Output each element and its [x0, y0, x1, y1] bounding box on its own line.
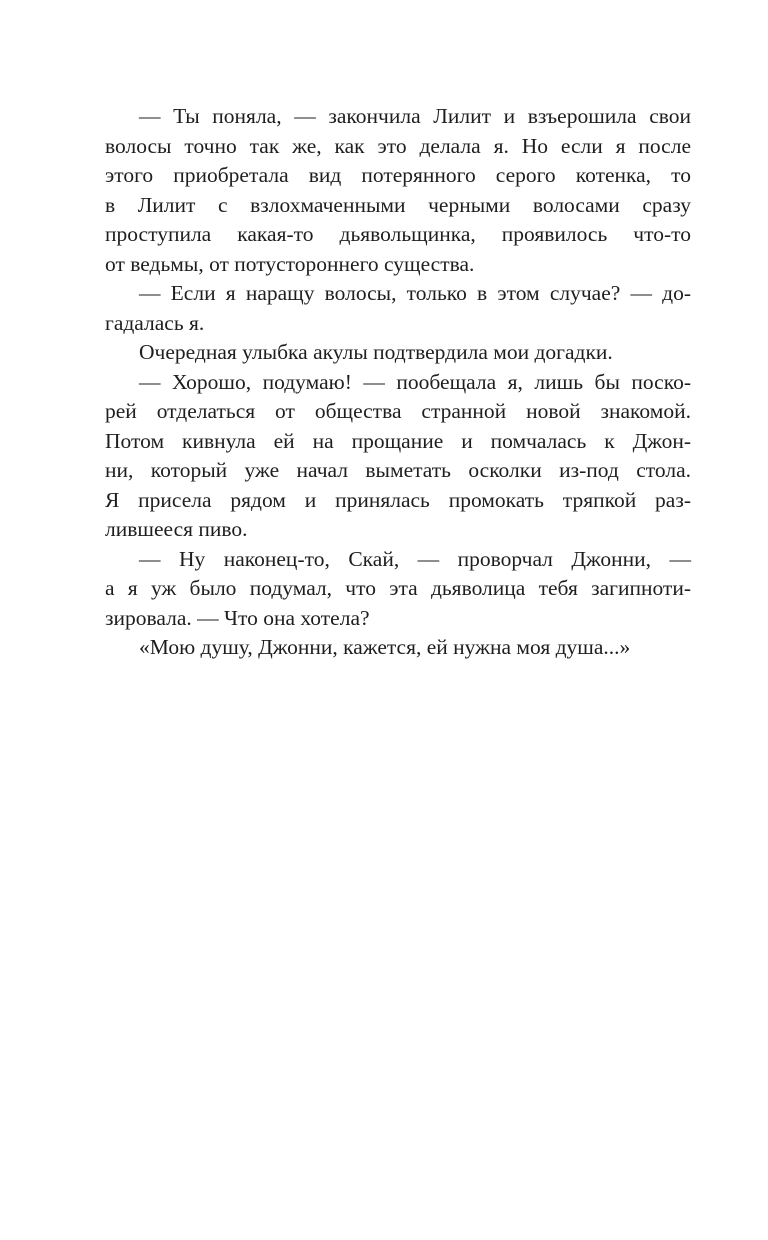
text-line: — Хорошо, подумаю! — пообещала я, лишь бы поско- [139, 369, 691, 394]
paragraph [105, 368, 691, 545]
text-line: этого приобретала вид потерянного серого котенка, то [105, 163, 691, 187]
text-line: гадалась я. [105, 310, 205, 335]
paragraph [105, 338, 691, 368]
text-line: а я уж было подумал, что эта дьяволица тебя загипноти- [105, 576, 691, 600]
text-line: зировала. — Что она хотела? [105, 605, 370, 630]
text-line: Потом кивнула ей на прощание и помчалась к Джон- [105, 428, 691, 453]
text-line: «Мою душу, Джонни, кажется, ей нужна моя душа...» [139, 635, 631, 659]
book-page-text [105, 102, 691, 663]
text-line: Очередная улыбка акулы подтвердила мои догадки. [139, 340, 613, 364]
text-line: ни, который уже начал выметать осколки из-под стола. [105, 458, 691, 482]
paragraph [105, 545, 691, 634]
text-line: от ведьмы, от потустороннего существа. [105, 251, 475, 276]
text-line: проступила какая-то дьявольщинка, проявилось что-то [105, 222, 691, 246]
paragraph [105, 102, 691, 279]
text-line: — Ну наконец-то, Скай, — проворчал Джонни, — [139, 546, 691, 571]
text-line: Я присела рядом и принялась промокать тряпкой раз- [105, 487, 691, 512]
text-line: — Ты поняла, — закончила Лилит и взъерошила свои [139, 104, 691, 128]
text-line: рей отделаться от общества странной новой знакомой. [105, 399, 691, 423]
paragraph [105, 633, 691, 663]
text-line: — Если я наращу волосы, только в этом случае? — до- [139, 281, 691, 305]
text-line: волосы точно так же, как это делала я. Но если я после [105, 133, 691, 158]
text-line: в Лилит с взлохмаченными черными волосами сразу [105, 192, 691, 217]
text-line: лившееся пиво. [105, 517, 248, 541]
paragraph [105, 279, 691, 338]
